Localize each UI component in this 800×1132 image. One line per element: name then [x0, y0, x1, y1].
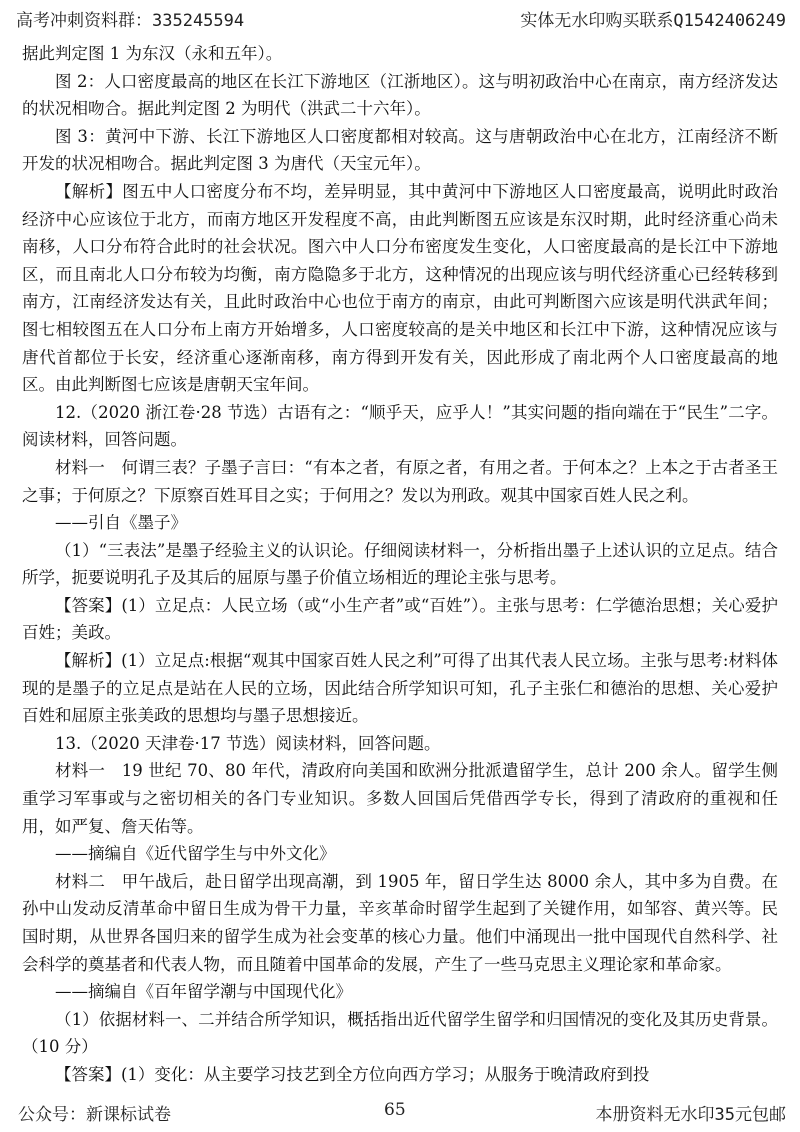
paragraph: 材料一 何谓三表？子墨子言曰：“有本之者，有原之者，有用之者。于何本之？上本之于古者圣王之事；于何原之？下原察百姓耳目之实；于何用之？发以为刑政。观其中国家百姓人民之利。: [22, 457, 778, 505]
footer-left-text: 公众号：新课标试卷: [18, 1105, 171, 1125]
paragraph: ——摘编自《近代留学生与中外文化》: [55, 844, 336, 864]
paragraph: （1）依据材料一、二并结合所学知识，概括指出近代留学生留学和归国情况的变化及其历史背景。（10 分）: [22, 1009, 778, 1057]
paragraph: 12.（2020 浙江卷·28 节选）古语有之：“顺乎天，应乎人！”其实问题的指向端在于“民生”二字。阅读材料，回答问题。: [22, 402, 778, 450]
paragraph: 材料二 甲午战后，赴日留学出现高潮，到 1905 年，留日学生达 8000 余人，其中多为自费。在孙中山发动反清革命中留日生成为骨干力量，辛亥革命时留学生起到了关键作用，如邹容、黄兴等。民国时期，从世界各国归来的留学生成为社会变革的核心力量。他们中涌现出一批中国现代自然科学、社会科学的奠基者和代表人物，而且随着中国革命的发展，产生了一些马克思主义理论家和革命家。: [22, 871, 778, 974]
footer-right-text: 本册资料无水印35元包邮: [595, 1105, 786, 1125]
header-right-text: 实体无水印购买联系Q1542406249: [520, 11, 786, 31]
paragraph: 13.（2020 天津卷·17 节选）阅读材料，回答问题。: [55, 733, 441, 753]
paragraph: 图 3：黄河中下游、长江下游地区人口密度都相对较高。这与唐朝政治中心在北方，江南经济不断开发的状况相吻合。据此判定图 3 为唐代（天宝元年）。: [22, 126, 778, 174]
paragraph: 【解析】图五中人口密度分布不均，差异明显，其中黄河中下游地区人口密度最高，说明此时政治经济中心应该位于北方，而南方地区开发程度不高，由此判断图五应该是东汉时期，此时经济重心尚未南移，人口分布符合此时的社会状况。图六中人口分布密度发生变化，人口密度最高的是长江中下游地区，而且南北人口分布较为均衡，南方隐隐多于北方，这种情况的出现应该与明代经济重心已经转移到南方，江南经济发达有关，且此时政治中心也位于南方的南京，由此可判断图六应该是明代洪武年间；图七相较图五在人口分布上南方开始增多，人口密度较高的是关中地区和长江中下游，这种情况应该与唐代首都位于长安，经济重心逐渐南移，南方得到开发有关，因此形成了南北两个人口密度最高的地区。由此判断图七应该是唐朝天宝年间。: [22, 181, 778, 395]
paragraph: （1）“三表法”是墨子经验主义的认识论。仔细阅读材料一，分析指出墨子上述认识的立足点。结合所学，扼要说明孔子及其后的屈原与墨子价值立场相近的理论主张与思考。: [22, 540, 778, 588]
page-number: 65: [384, 1100, 406, 1120]
paragraph: ——摘编自《百年留学潮与中国现代化》: [55, 982, 352, 1002]
paragraph: 据此判定图 1 为东汉（永和五年）。: [22, 44, 283, 63]
paragraph: 材料一 19 世纪 70、80 年代，清政府向美国和欧洲分批派遣留学生，总计 200 余人。留学生侧重学习军事或与之密切相关的各门专业知识。多数人回国后凭借西学专长，得到了清政府的重视和任用，如严复、詹天佑等。: [22, 761, 778, 836]
header-left-text: 高考冲刺资料群：335245594: [16, 11, 245, 31]
paragraph: 【解析】(1）立足点:根据“观其中国家百姓人民之利”可得了出其代表人民立场。主张与思考:材料体现的是墨子的立足点是站在人民的立场，因此结合所学知识可知，孔子主张仁和德治的思想、关心爱护百姓和屈原主张美政的思想均与墨子思想接近。: [22, 651, 778, 726]
paragraph: 【答案】(1）变化：从主要学习技艺到全方位向西方学习；从服务于晚清政府到投: [55, 1064, 650, 1084]
paragraph: 【答案】(1）立足点：人民立场（或“小生产者”或“百姓”）。主张与思考：仁学德治思想；关心爱护百姓；美政。: [22, 595, 778, 643]
paragraph: ——引自《墨子》: [55, 513, 187, 533]
document-body: [22, 40, 778, 1089]
paragraph: 图 2：人口密度最高的地区在长江下游地区（江浙地区）。这与明初政治中心在南京，南方经济发达的状况相吻合。据此判定图 2 为明代（洪武二十六年）。: [22, 71, 778, 119]
page-header: [0, 0, 800, 34]
page-footer: [0, 1098, 800, 1128]
